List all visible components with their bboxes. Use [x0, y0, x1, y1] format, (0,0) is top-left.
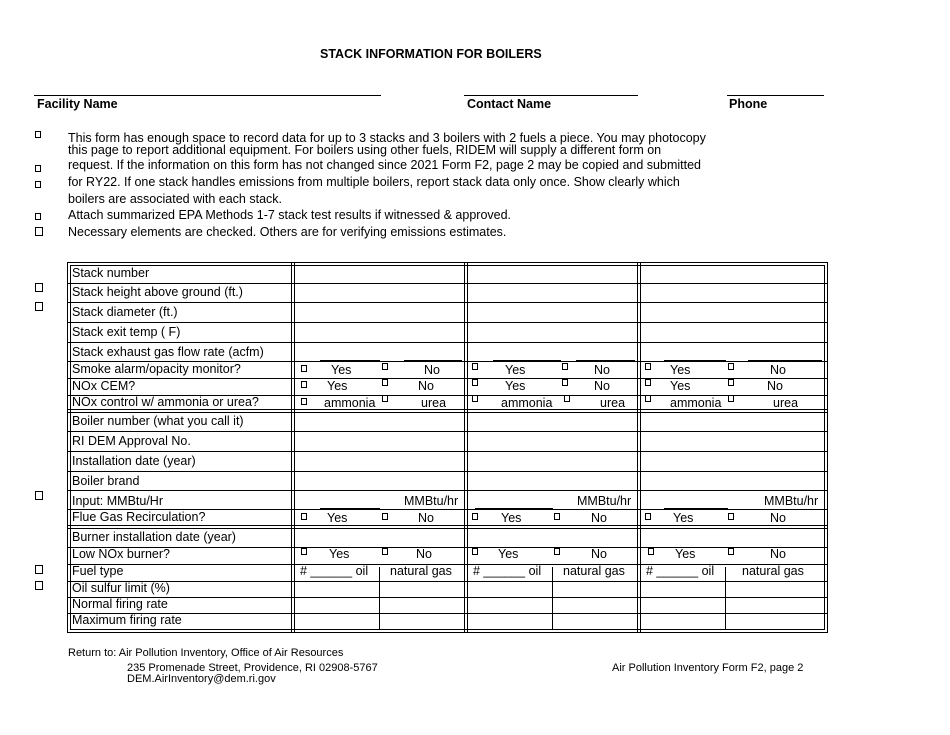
no-checkbox[interactable] — [562, 363, 568, 370]
row-install-date: Installation date (year) — [72, 454, 196, 468]
no-option: No — [591, 511, 607, 525]
no-option: No — [418, 379, 434, 393]
ammonia-option: ammonia — [670, 396, 722, 410]
checkbox-icon[interactable] — [35, 131, 41, 138]
no-option: No — [770, 363, 786, 377]
fuel-oil-option[interactable]: # ______ oil — [473, 564, 542, 578]
row-nox-cem: NOx CEM? — [72, 379, 136, 393]
yes-option: Yes — [505, 379, 526, 393]
mmbtu-unit: MMBtu/hr — [764, 494, 819, 508]
stack-boiler-table — [67, 262, 828, 633]
ammonia-checkbox[interactable] — [472, 395, 478, 402]
yes-option: Yes — [329, 547, 350, 561]
instruction-line-6: Attach summarized EPA Methods 1-7 stack test results if witnessed & approved. — [68, 208, 512, 222]
checkbox-icon[interactable] — [35, 227, 43, 236]
row-burner-install: Burner installation date (year) — [72, 530, 236, 544]
row-boiler-brand: Boiler brand — [72, 474, 140, 488]
contact-name-line[interactable] — [464, 95, 638, 96]
no-checkbox[interactable] — [728, 548, 734, 555]
yes-checkbox[interactable] — [648, 548, 654, 555]
mmbtu-unit: MMBtu/hr — [404, 494, 459, 508]
no-checkbox[interactable] — [382, 548, 388, 555]
ammonia-option: ammonia — [324, 396, 376, 410]
row-fuel-type: Fuel type — [72, 564, 124, 578]
fuel-oil-option[interactable]: # ______ oil — [646, 564, 715, 578]
yes-checkbox[interactable] — [472, 548, 478, 555]
instruction-line-7: Necessary elements are checked. Others are for verifying emissions estimates. — [68, 225, 507, 239]
checkbox-icon[interactable] — [35, 565, 43, 574]
no-option: No — [591, 547, 607, 561]
fuel-gas-option[interactable]: natural gas — [563, 564, 625, 578]
checkbox-icon[interactable] — [35, 213, 41, 220]
fuel-oil-option[interactable]: # ______ oil — [300, 564, 369, 578]
form-id: Air Pollution Inventory Form F2, page 2 — [612, 662, 804, 674]
yes-option: Yes — [505, 363, 526, 377]
yes-option: Yes — [670, 379, 691, 393]
no-checkbox[interactable] — [382, 513, 388, 520]
row-stack-diameter: Stack diameter (ft.) — [72, 305, 178, 319]
instruction-line-1: This form has enough space to record data for up to 3 stacks and 3 boilers with 2 fuels a piece. You may photocopy — [68, 131, 706, 145]
page-title: STACK INFORMATION FOR BOILERS — [320, 47, 542, 61]
yes-option: Yes — [675, 547, 696, 561]
yes-checkbox[interactable] — [472, 513, 478, 520]
ammonia-checkbox[interactable] — [301, 398, 307, 405]
yes-option: Yes — [498, 547, 519, 561]
no-checkbox[interactable] — [728, 379, 734, 386]
instruction-line-4: for RY22. If one stack handles emissions from multiple boilers, report stack data only once. Show clearly which — [68, 175, 680, 189]
no-checkbox[interactable] — [562, 379, 568, 386]
ammonia-checkbox[interactable] — [645, 395, 651, 402]
no-checkbox[interactable] — [728, 363, 734, 370]
yes-checkbox[interactable] — [645, 379, 651, 386]
checkbox-icon[interactable] — [35, 165, 41, 172]
fuel-gas-option[interactable]: natural gas — [742, 564, 804, 578]
yes-option: Yes — [327, 511, 348, 525]
urea-checkbox[interactable] — [728, 395, 734, 402]
phone-line[interactable] — [727, 95, 824, 96]
checkbox-icon[interactable] — [35, 491, 43, 500]
no-option: No — [594, 363, 610, 377]
no-checkbox[interactable] — [382, 363, 388, 370]
row-low-nox: Low NOx burner? — [72, 547, 170, 561]
no-option: No — [418, 511, 434, 525]
yes-option: Yes — [327, 379, 348, 393]
yes-checkbox[interactable] — [472, 379, 478, 386]
instruction-line-2: this page to report additional equipment. For boilers using other fuels, RIDEM will supply a different form on — [68, 143, 662, 157]
yes-option: Yes — [331, 363, 352, 377]
phone-label: Phone — [729, 97, 768, 111]
facility-name-line[interactable] — [34, 95, 381, 96]
row-stack-flow: Stack exhaust gas flow rate (acfm) — [72, 345, 264, 359]
urea-option: urea — [600, 396, 626, 410]
return-email[interactable]: DEM.AirInventory@dem.ri.gov — [127, 673, 276, 685]
row-stack-exit-temp: Stack exit temp ( F) — [72, 325, 181, 339]
mmbtu-unit: MMBtu/hr — [577, 494, 632, 508]
row-fgr: Flue Gas Recirculation? — [72, 510, 206, 524]
no-checkbox[interactable] — [554, 513, 560, 520]
return-address: 235 Promenade Street, Providence, RI 02908-5767 — [127, 662, 378, 674]
no-option: No — [594, 379, 610, 393]
no-option: No — [767, 379, 783, 393]
yes-checkbox[interactable] — [301, 381, 307, 388]
return-to: Return to: Air Pollution Inventory, Office of Air Resources — [68, 647, 344, 659]
instruction-line-5: boilers are associated with each stack. — [68, 192, 282, 206]
row-stack-height: Stack height above ground (ft.) — [72, 285, 243, 299]
row-nox-control: NOx control w/ ammonia or urea? — [72, 395, 259, 409]
fuel-gas-option[interactable]: natural gas — [390, 564, 452, 578]
ammonia-option: ammonia — [501, 396, 553, 410]
urea-option: urea — [421, 396, 447, 410]
facility-name-label: Facility Name — [37, 97, 118, 111]
no-option: No — [416, 547, 432, 561]
contact-name-label: Contact Name — [467, 97, 552, 111]
no-option: No — [770, 547, 786, 561]
yes-checkbox[interactable] — [301, 548, 307, 555]
yes-checkbox[interactable] — [301, 365, 307, 372]
no-checkbox[interactable] — [728, 513, 734, 520]
urea-checkbox[interactable] — [382, 395, 388, 402]
checkbox-icon[interactable] — [35, 181, 41, 188]
yes-option: Yes — [501, 511, 522, 525]
no-checkbox[interactable] — [382, 379, 388, 386]
urea-option: urea — [773, 396, 799, 410]
row-stack-number: Stack number — [72, 266, 150, 280]
urea-checkbox[interactable] — [564, 395, 570, 402]
checkbox-icon[interactable] — [35, 302, 43, 311]
yes-checkbox[interactable] — [301, 513, 307, 520]
instruction-line-3: request. If the information on this form has not changed since 2021 Form F2, page 2 may be copied and submitted — [68, 158, 702, 172]
no-checkbox[interactable] — [554, 548, 560, 555]
yes-option: Yes — [670, 363, 691, 377]
row-smoke-alarm: Smoke alarm/opacity monitor? — [72, 362, 241, 376]
checkbox-icon[interactable] — [35, 283, 43, 292]
row-boiler-number: Boiler number (what you call it) — [72, 414, 244, 428]
row-max-firing: Maximum firing rate — [72, 613, 182, 627]
no-option: No — [424, 363, 440, 377]
row-normal-firing: Normal firing rate — [72, 597, 168, 611]
yes-checkbox[interactable] — [645, 363, 651, 370]
checkbox-icon[interactable] — [35, 581, 43, 590]
yes-option: Yes — [673, 511, 694, 525]
row-oil-sulfur: Oil sulfur limit (%) — [72, 581, 170, 595]
no-option: No — [770, 511, 786, 525]
row-approval-no: RI DEM Approval No. — [72, 434, 191, 448]
row-input: Input: MMBtu/Hr — [72, 494, 163, 508]
yes-checkbox[interactable] — [645, 513, 651, 520]
yes-checkbox[interactable] — [472, 363, 478, 370]
